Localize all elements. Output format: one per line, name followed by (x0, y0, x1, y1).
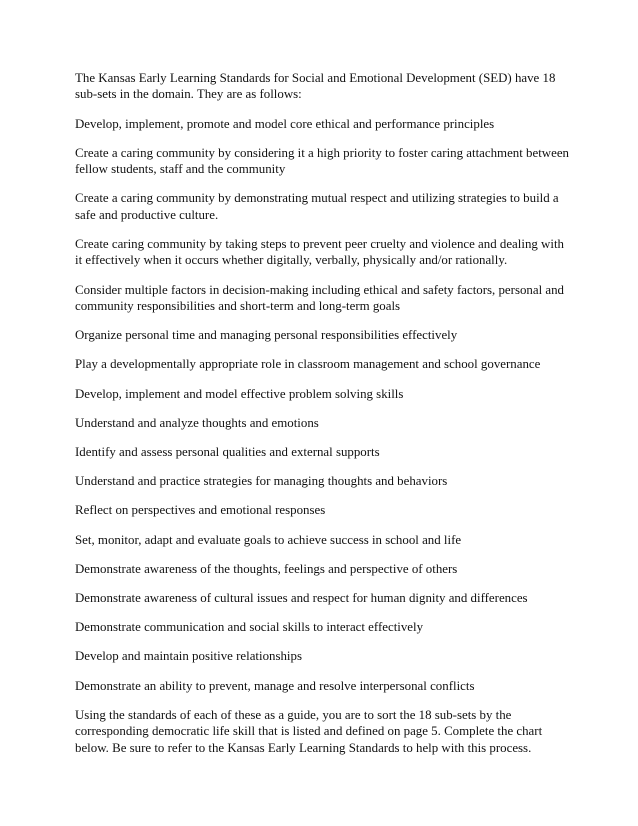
subset-item-9: Understand and analyze thoughts and emotions (75, 415, 319, 430)
closing-paragraph: Using the standards of each of these as a guide, you are to sort the 18 sub-sets by the corresponding democratic life skill that is listed and defined on page 5. Complete the chart below. Be sure to refer to the Kansas Early Learning Standards to help with this process. (75, 707, 543, 755)
subset-item-2: Create a caring community by considering it a high priority to foster caring attachment between fellow students, staff and the community (75, 145, 569, 177)
subset-item-16: Demonstrate communication and social skills to interact effectively (75, 620, 424, 635)
subset-item-5: Consider multiple factors in decision-making including ethical and safety factors, personal and community responsibilities and short-term and long-term goals (75, 282, 564, 314)
subset-item-14: Demonstrate awareness of the thoughts, feelings and perspective of others (75, 561, 458, 576)
subset-item-12: Reflect on perspectives and emotional responses (75, 503, 326, 518)
subset-item-11: Understand and practice strategies for managing thoughts and behaviors (75, 474, 448, 489)
intro-paragraph: The Kansas Early Learning Standards for Social and Emotional Development (SED) have 18 sub-sets in the domain. They are as follows: (75, 71, 556, 102)
subset-item-10: Identify and assess personal qualities and external supports (75, 445, 380, 460)
subset-item-15: Demonstrate awareness of cultural issues and respect for human dignity and differences (75, 591, 528, 606)
subset-item-1: Develop, implement, promote and model core ethical and performance principles (75, 116, 495, 131)
subset-item-17: Develop and maintain positive relationships (75, 649, 302, 664)
subset-item-18: Demonstrate an ability to prevent, manage and resolve interpersonal conflicts (75, 678, 475, 693)
subset-item-7: Play a developmentally appropriate role in classroom management and school governance (75, 357, 541, 372)
document-body (75, 70, 570, 769)
subset-item-13: Set, monitor, adapt and evaluate goals to achieve success in school and life (75, 532, 462, 547)
subset-item-4: Create caring community by taking steps to prevent peer cruelty and violence and dealing with it effectively when it occurs whether digitally, verbally, physically and/or rationally. (75, 237, 564, 268)
subset-item-8: Develop, implement and model effective problem solving skills (75, 386, 404, 401)
subset-item-6: Organize personal time and managing personal responsibilities effectively (75, 328, 458, 343)
subset-item-3: Create a caring community by demonstrating mutual respect and utilizing strategies to build a safe and productive culture. (75, 191, 559, 222)
